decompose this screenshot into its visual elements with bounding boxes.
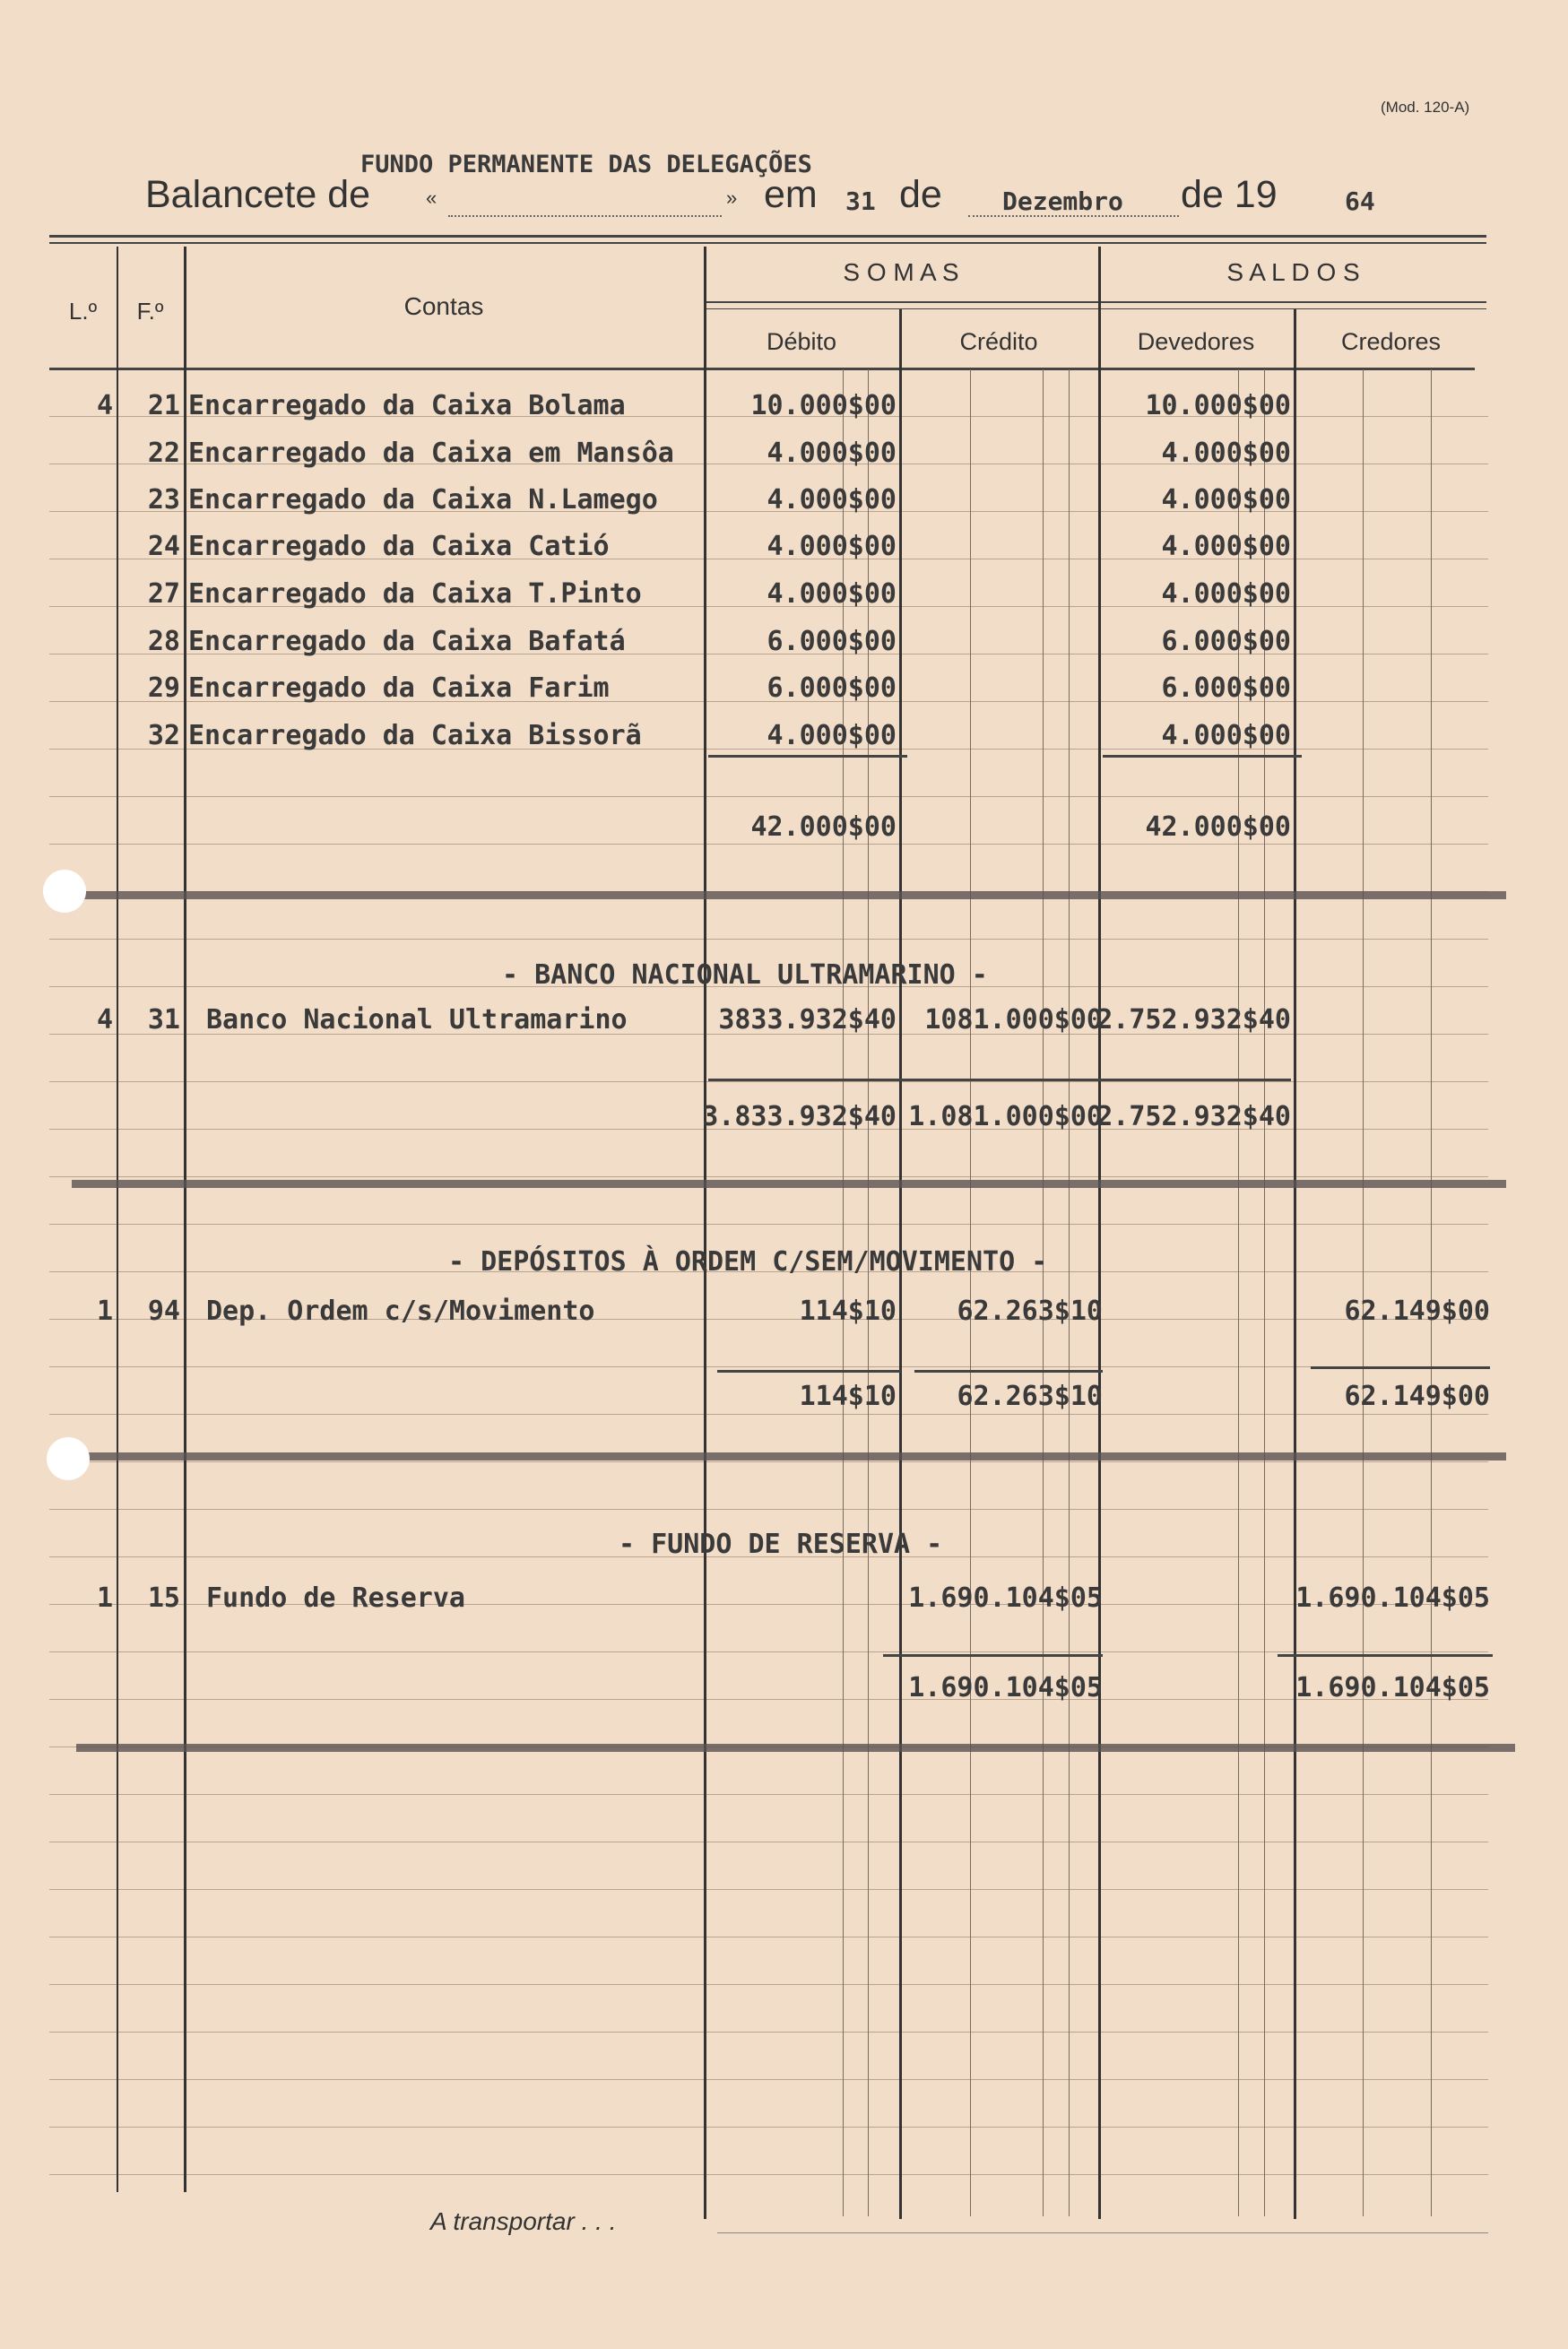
- underline-dep-credito: [914, 1370, 1103, 1373]
- de-label: de: [899, 173, 942, 216]
- cell-debito: 6.000$00: [767, 672, 897, 704]
- underline-dep-credores: [1311, 1366, 1490, 1369]
- ruled-line: [49, 1889, 1488, 1890]
- cell-devedores: 42.000$00: [1145, 811, 1291, 843]
- cell-devedores: 6.000$00: [1161, 626, 1291, 657]
- underline-devedores-1: [1103, 755, 1302, 758]
- cell-conta: Encarregado da Caixa Bolama: [188, 390, 626, 421]
- em-label: em: [764, 173, 818, 216]
- separator-2: [72, 1180, 1506, 1188]
- ruled-line: [49, 2174, 1488, 2175]
- underline-debito-1: [708, 755, 907, 758]
- cell-folha: 29: [147, 672, 180, 704]
- ruled-line: [49, 2079, 1488, 2080]
- col-credores: Credores: [1340, 328, 1442, 355]
- cell-conta: Encarregado da Caixa Bafatá: [188, 626, 626, 657]
- footer-rule: [717, 2232, 1488, 2233]
- col-livro: L.º: [68, 298, 98, 325]
- cell-devedores: 4.000$00: [1161, 438, 1291, 469]
- ruled-line: [49, 1794, 1488, 1795]
- ruled-line: [49, 1176, 1488, 1177]
- cell-credito: 1.690.104$05: [908, 1672, 1103, 1703]
- cell-folha: 22: [147, 438, 180, 469]
- cell-folha: 27: [147, 578, 180, 610]
- cell-devedores: 4.000$00: [1161, 531, 1291, 562]
- punch-hole-bottom: [47, 1437, 90, 1480]
- ruled-line: [49, 1509, 1488, 1510]
- cell-devedores: 6.000$00: [1161, 672, 1291, 704]
- grid-credores-2: [1431, 369, 1432, 2216]
- vline-livro: [117, 247, 118, 2192]
- model-code: (Mod. 120-A): [1381, 99, 1470, 116]
- cell-credito: 1081.000$00: [924, 1004, 1103, 1036]
- cell-conta: Encarregado da Caixa em Mansôa: [188, 438, 674, 469]
- ruled-line: [49, 2032, 1488, 2033]
- cell-debito: 114$10: [799, 1381, 897, 1412]
- cell-devedores: 4.000$00: [1161, 484, 1291, 516]
- cell-debito: 4.000$00: [767, 438, 897, 469]
- title-prefix: Balancete de: [145, 173, 371, 216]
- cell-conta: Encarregado da Caixa Catió: [188, 531, 610, 562]
- section-bnu-title: - BANCO NACIONAL ULTRAMARINO -: [502, 959, 988, 991]
- cell-debito: 4.000$00: [767, 720, 897, 751]
- cell-devedores: 4.000$00: [1161, 720, 1291, 751]
- top-rule-2: [49, 242, 1486, 244]
- vline-folha: [184, 247, 186, 2192]
- cell-conta: Fundo de Reserva: [206, 1582, 465, 1614]
- cell-conta: Encarregado da Caixa N.Lamego: [188, 484, 658, 516]
- cell-folha: 24: [147, 531, 180, 562]
- cell-credores: 62.149$00: [1344, 1381, 1490, 1412]
- col-debito: Débito: [766, 328, 837, 355]
- ruled-line: [49, 844, 1488, 845]
- ruled-line: [49, 2127, 1488, 2128]
- cell-credito: 1.081.000$00: [908, 1101, 1103, 1132]
- header-sub-rule-2: [706, 308, 1486, 309]
- underline-res-credito: [883, 1654, 1103, 1657]
- cell-devedores: 2.752.932$40: [1096, 1101, 1291, 1132]
- grid-credores-1: [1363, 369, 1364, 2216]
- ruled-line: [49, 1414, 1488, 1415]
- footer-transport: A transportar . . .: [430, 2207, 617, 2235]
- cell-credito: 62.263$10: [957, 1296, 1103, 1327]
- section-depositos-title: - DEPÓSITOS À ORDEM C/SEM/MOVIMENTO -: [448, 1246, 1048, 1278]
- col-credito: Crédito: [959, 328, 1038, 355]
- cell-debito: 4.000$00: [767, 484, 897, 516]
- col-folha: F.º: [136, 298, 164, 325]
- underline-dep-debito: [717, 1370, 901, 1373]
- grid-credito-2: [1043, 369, 1044, 2216]
- cell-credores: 62.149$00: [1344, 1296, 1490, 1327]
- quote-close: »: [726, 186, 738, 209]
- ruled-line: [49, 1224, 1488, 1225]
- cell-folha: 32: [147, 720, 180, 751]
- punch-hole-top: [43, 870, 86, 913]
- cell-conta: Encarregado da Caixa Farim: [188, 672, 610, 704]
- ruled-line: [49, 1081, 1488, 1082]
- col-devedores: Devedores: [1137, 328, 1255, 355]
- cell-credito: 62.263$10: [957, 1381, 1103, 1412]
- cell-conta: Encarregado da Caixa T.Pinto: [188, 578, 642, 610]
- col-somas: S O M A S: [843, 258, 959, 286]
- header-bottom-rule: [49, 368, 1475, 370]
- year-suffix: 64: [1345, 186, 1375, 216]
- underline-res-credores: [1278, 1654, 1493, 1657]
- ruled-line: [49, 1461, 1488, 1462]
- ruled-line: [49, 1366, 1488, 1367]
- date-month: Dezembro: [1002, 186, 1123, 216]
- cell-livro: 1: [96, 1582, 113, 1614]
- header-sub-rule: [706, 301, 1486, 303]
- ruled-line: [49, 796, 1488, 797]
- underline-bnu: [708, 1079, 1291, 1081]
- cell-folha: 21: [147, 390, 180, 421]
- cell-credito: 1.690.104$05: [908, 1582, 1103, 1614]
- cell-folha: 15: [147, 1582, 180, 1614]
- col-saldos: S A L D O S: [1226, 258, 1360, 286]
- grid-credito-3: [1069, 369, 1070, 2216]
- cell-debito: 42.000$00: [750, 811, 897, 843]
- cell-devedores: 4.000$00: [1161, 578, 1291, 610]
- ruled-line: [49, 1651, 1488, 1652]
- ruled-line: [49, 939, 1488, 940]
- cell-devedores: 2.752.932$40: [1096, 1004, 1291, 1036]
- date-day: 31: [845, 186, 876, 216]
- cell-conta: Dep. Ordem c/s/Movimento: [206, 1296, 595, 1327]
- separator-4: [76, 1744, 1515, 1752]
- cell-debito: 6.000$00: [767, 626, 897, 657]
- grid-credito-1: [970, 369, 971, 2216]
- col-contas: Contas: [403, 292, 484, 320]
- cell-livro: 1: [96, 1296, 113, 1327]
- cell-credores: 1.690.104$05: [1295, 1672, 1490, 1703]
- fund-name: FUNDO PERMANENTE DAS DELEGAÇÕES: [360, 151, 812, 178]
- cell-folha: 94: [147, 1296, 180, 1327]
- cell-livro: 4: [96, 1004, 113, 1036]
- cell-debito: 3.833.932$40: [702, 1101, 897, 1132]
- fund-name-line: [448, 215, 722, 217]
- cell-debito: 10.000$00: [750, 390, 897, 421]
- cell-conta: Encarregado da Caixa Bissorã: [188, 720, 642, 751]
- top-rule-1: [49, 235, 1486, 238]
- vline-devedores: [1294, 309, 1296, 2219]
- cell-debito: 3833.932$40: [718, 1004, 897, 1036]
- cell-folha: 23: [147, 484, 180, 516]
- cell-conta: Banco Nacional Ultramarino: [206, 1004, 628, 1036]
- cell-debito: 114$10: [799, 1296, 897, 1327]
- cell-debito: 4.000$00: [767, 531, 897, 562]
- cell-devedores: 10.000$00: [1145, 390, 1291, 421]
- ruled-line: [49, 1984, 1488, 1985]
- cell-credores: 1.690.104$05: [1295, 1582, 1490, 1614]
- cell-debito: 4.000$00: [767, 578, 897, 610]
- year-prefix: de 19: [1181, 173, 1278, 216]
- cell-folha: 31: [147, 1004, 180, 1036]
- section-reserva-title: - FUNDO DE RESERVA -: [619, 1529, 943, 1560]
- cell-folha: 28: [147, 626, 180, 657]
- separator-3: [72, 1452, 1506, 1461]
- separator-1: [54, 891, 1506, 899]
- quote-open: «: [426, 186, 437, 209]
- cell-livro: 4: [96, 390, 113, 421]
